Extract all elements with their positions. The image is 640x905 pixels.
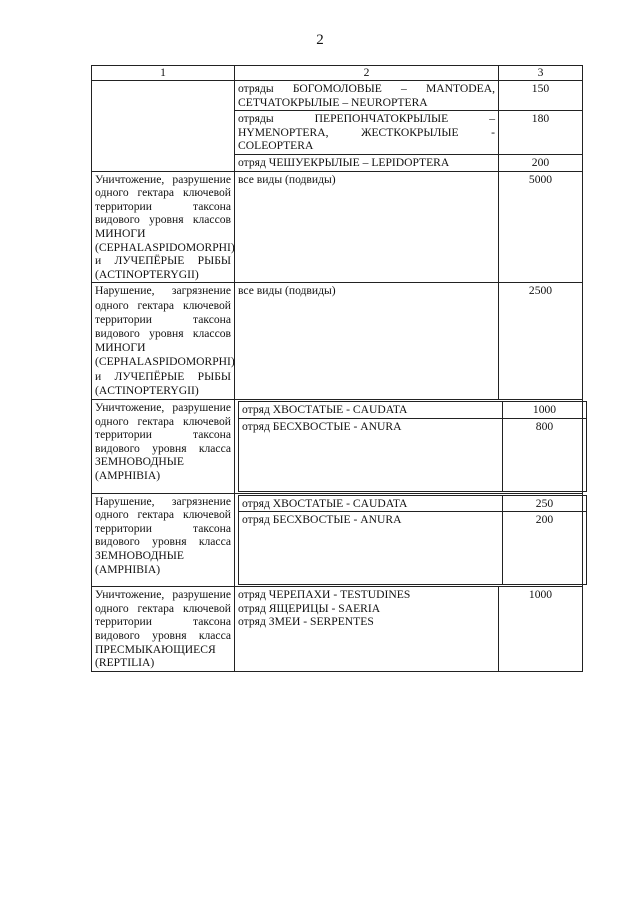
description-cell: Уничтожение, разрушение одного гектара ключевой территории таксона видового уровня классов МИНОГИ (CEPHALASPIDOMORPHI) и ЛУЧЕПЁРЫЕ РЫБЫ (ACTINOPTERYGII) [92, 171, 235, 283]
taxa-cell: отряд БЕСХВОСТЫЕ - ANURA [239, 418, 503, 491]
value-cell: 1000 [499, 587, 583, 672]
taxa-line: отряд ЧЕРЕПАХИ - TESTUDINES [238, 588, 411, 602]
taxa-cell [235, 154, 499, 171]
sub-rows-cell [235, 399, 583, 493]
taxa-line: отряды БОГОМОЛОВЫЕ – MANTODEA, [238, 82, 495, 95]
table-header-row [92, 66, 583, 81]
sub-row [239, 418, 587, 491]
value-cell: 200 [499, 154, 583, 171]
taxa-line: HYMENOPTERA, ЖЕСТКОКРЫЛЫЕ - [238, 125, 495, 139]
sub-rows-cell [235, 493, 583, 587]
taxa-cell: все виды (подвиды) [235, 283, 499, 400]
taxa-cell: все виды (подвиды) [235, 171, 499, 283]
taxa-cell [235, 81, 499, 111]
header-col-1: 1 [92, 66, 235, 81]
taxa-line: отряд ЯЩЕРИЦЫ - SAERIA [238, 601, 381, 615]
taxa-cell [235, 111, 499, 155]
taxa-line: отряд ЗМЕИ - SERPENTES [238, 615, 374, 629]
description-cell: Нарушение, загрязнение одного гектара ключевой территории таксона видового уровня классов МИНОГИ (CEPHALASPIDOMORPHI) и ЛУЧЕПЁРЫЕ РЫБЫ (ACTINOPTERYGII) [92, 283, 235, 400]
table-row [92, 171, 583, 283]
taxa-cell [235, 587, 499, 672]
value-cell: 1000 [503, 401, 587, 418]
header-col-3: 3 [499, 66, 583, 81]
taxa-cell: отряд ХВОСТАТЫЕ - CAUDATA [239, 495, 503, 512]
taxa-cell: отряд ХВОСТАТЫЕ - CAUDATA [239, 401, 503, 418]
value-cell: 150 [499, 81, 583, 111]
table-row [92, 399, 583, 493]
value-cell: 2500 [499, 283, 583, 400]
table-row [92, 283, 583, 400]
page-number: 2 [316, 32, 324, 48]
table-row [92, 493, 583, 587]
value-cell: 200 [503, 512, 587, 585]
value-cell: 5000 [499, 171, 583, 283]
table-row [92, 587, 583, 672]
sub-table [238, 495, 587, 586]
taxa-line: COLEOPTERA [238, 139, 314, 153]
sub-row [239, 401, 587, 418]
description-cell: Уничтожение, разрушение одного гектара ключевой территории таксона видового уровня класса ЗЕМНОВОДНЫЕ (AMPHIBIA) [92, 399, 235, 493]
taxa-line: СЕТЧАТОКРЫЛЫЕ – NEUROPTERA [238, 95, 428, 109]
value-cell: 250 [503, 495, 587, 512]
description-cell: Нарушение, загрязнение одного гектара ключевой территории таксона видового уровня класса ЗЕМНОВОДНЫЕ (AMPHIBIA) [92, 493, 235, 587]
sub-row [239, 512, 587, 585]
taxa-line: отряды ПЕРЕПОНЧАТОКРЫЛЫЕ – [238, 112, 495, 126]
value-cell: 800 [503, 418, 587, 491]
taxa-cell: отряд БЕСХВОСТЫЕ - ANURA [239, 512, 503, 585]
header-col-2: 2 [235, 66, 499, 81]
taxa-line: отряд ЧЕШУЕКРЫЛЫЕ – LEPIDOPTERA [238, 155, 450, 169]
sub-row [239, 495, 587, 512]
rates-table [91, 65, 583, 672]
sub-table [238, 401, 587, 492]
table-row [92, 81, 583, 111]
description-cell-empty [92, 81, 235, 172]
description-cell: Уничтожение, разрушение одного гектара ключевой территории таксона видового уровня класса ПРЕСМЫКАЮЩИЕСЯ (REPTILIA) [92, 587, 235, 672]
value-cell: 180 [499, 111, 583, 155]
